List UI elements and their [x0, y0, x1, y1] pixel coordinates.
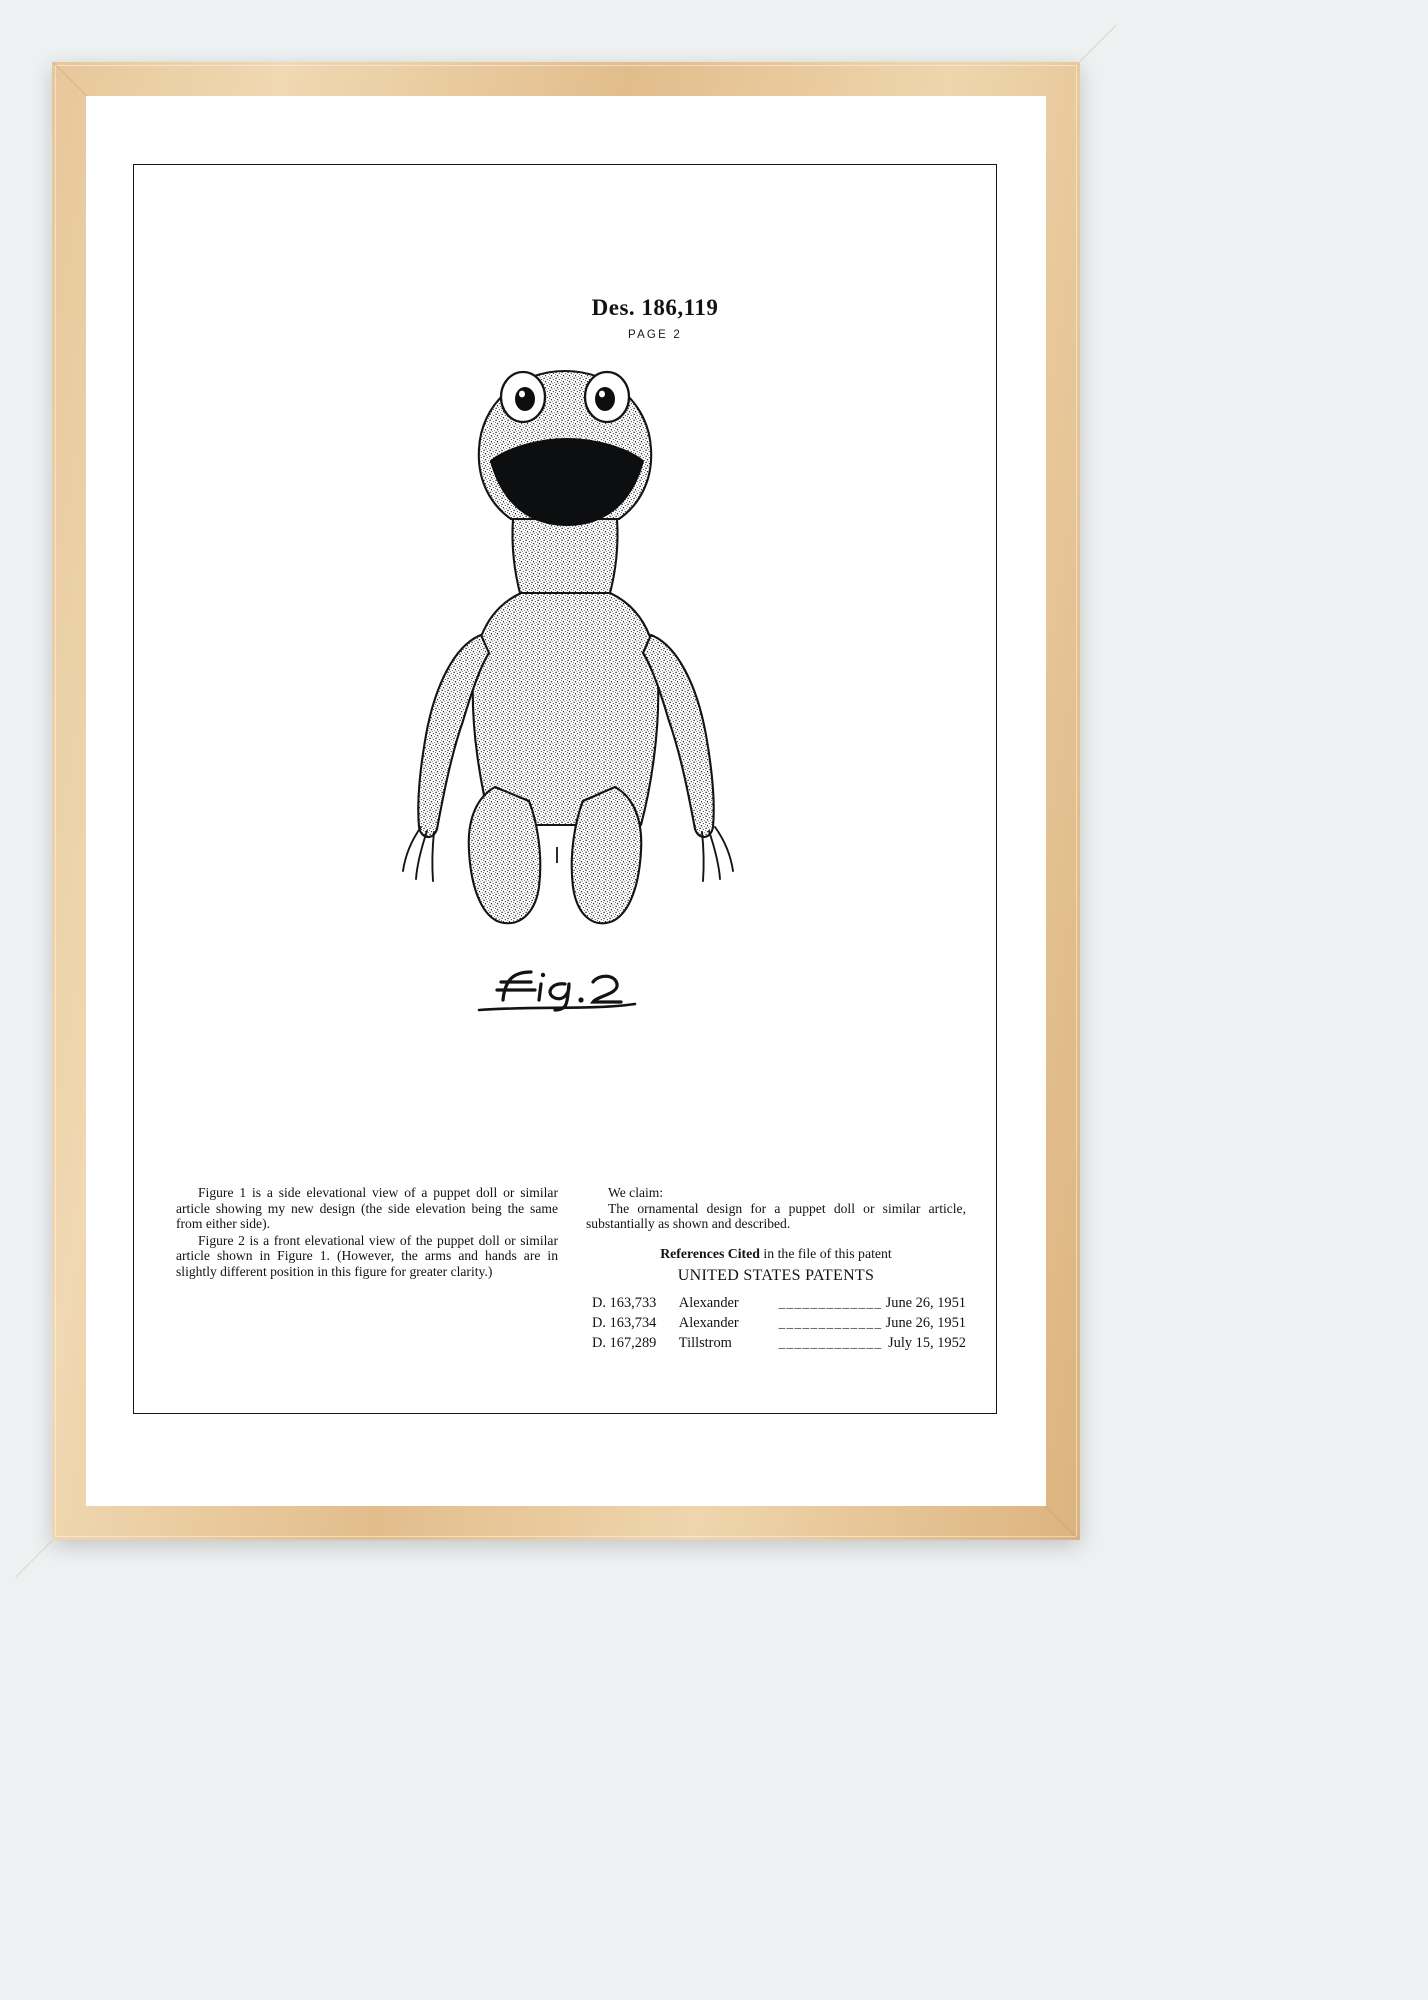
- description-paragraph-1: Figure 1 is a side elevational view of a puppet doll or similar article showing my new design (the side elevation being the same from either side).: [176, 1185, 558, 1232]
- claim-heading: We claim:: [608, 1185, 664, 1200]
- table-row: [586, 1314, 966, 1334]
- reference-dots: _____________: [778, 1315, 883, 1331]
- references-table: [586, 1294, 966, 1354]
- reference-number: D. 167,289: [592, 1335, 657, 1352]
- frame-miter-top-left: [52, 61, 89, 98]
- references-cited-line: [586, 1246, 966, 1262]
- patent-figure: [134, 335, 996, 995]
- reference-name: Tillstrom: [678, 1335, 732, 1352]
- reference-name: Alexander: [678, 1295, 739, 1312]
- reference-date: June 26, 1951: [885, 1295, 966, 1312]
- frame-miter-top-right: [1079, 25, 1116, 62]
- reference-date: June 26, 1951: [885, 1315, 966, 1332]
- patent-text-columns: [176, 1185, 966, 1354]
- reference-name: Alexander: [678, 1315, 739, 1332]
- reference-dots: _____________: [778, 1295, 883, 1311]
- reference-number: D. 163,733: [592, 1295, 657, 1312]
- description-paragraph-2: Figure 2 is a front elevational view of the puppet doll or similar article shown in Figure 1. (However, the arms and hands are in slightly different position in this figure for greater clarity.): [176, 1232, 558, 1279]
- claim-text: The ornamental design for a puppet doll or similar article, substantially as shown and described.: [586, 1200, 966, 1232]
- patent-sheet: [133, 164, 997, 1414]
- poster-mat: [86, 96, 1046, 1506]
- reference-number: D. 163,734: [592, 1315, 657, 1332]
- figure-caption-lettering: [435, 960, 695, 1016]
- claims-column: [586, 1185, 966, 1354]
- description-column: [176, 1185, 558, 1354]
- reference-dots: _____________: [778, 1335, 883, 1351]
- puppet-doll-drawing: [285, 335, 845, 975]
- table-row: [586, 1334, 966, 1354]
- reference-date: July 15, 1952: [888, 1335, 966, 1352]
- frame-miter-bottom-right: [1043, 1503, 1080, 1540]
- frame-miter-bottom-left: [15, 1540, 52, 1577]
- table-row: [586, 1294, 966, 1314]
- figure-caption: [134, 960, 996, 1021]
- references-cited-label: References Cited: [660, 1245, 760, 1261]
- references-subtitle: UNITED STATES PATENTS: [677, 1266, 875, 1284]
- patent-page-label: PAGE 2: [628, 329, 682, 341]
- references-cited-rest: in the file of this patent: [759, 1245, 892, 1261]
- patent-number: Des. 186,119: [591, 295, 719, 320]
